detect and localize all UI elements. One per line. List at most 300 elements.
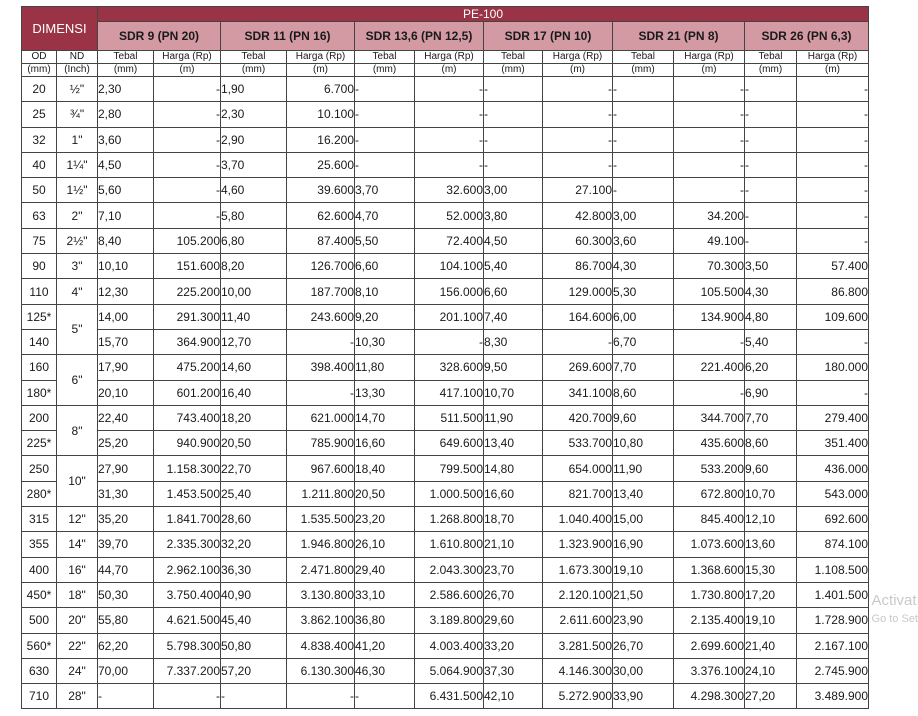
- tebal-cell: -: [613, 127, 674, 152]
- nd-cell: 1": [57, 127, 98, 152]
- tebal-cell: 26,10: [355, 532, 415, 557]
- harga-cell: 7.337.200: [154, 658, 221, 683]
- harga-cell: -: [674, 329, 745, 354]
- nd-cell: 20": [57, 608, 98, 633]
- tebal-cell: 14,00: [98, 304, 154, 329]
- tebal-unit: (mm): [484, 64, 543, 77]
- tebal-cell: -: [355, 127, 415, 152]
- harga-cell: 105.200: [154, 228, 221, 253]
- table-row: [22, 304, 869, 329]
- harga-cell: 109.600: [797, 304, 869, 329]
- tebal-cell: 3,80: [484, 203, 543, 228]
- harga-cell: 2.167.100: [797, 633, 869, 658]
- tebal-cell: 8,40: [98, 228, 154, 253]
- tebal-cell: 15,00: [613, 507, 674, 532]
- tebal-cell: 8,30: [484, 329, 543, 354]
- harga-cell: 672.800: [674, 481, 745, 506]
- harga-cell: 1.946.800: [287, 532, 355, 557]
- table-row: [22, 380, 869, 405]
- tebal-cell: -: [484, 127, 543, 152]
- nd-unit: (Inch): [57, 64, 98, 77]
- harga-cell: 4.298.300: [674, 684, 745, 709]
- tebal-cell: 1,90: [221, 77, 287, 102]
- tebal-cell: 35,20: [98, 507, 154, 532]
- harga-cell: 1.453.500: [154, 481, 221, 506]
- harga-cell: -: [543, 127, 613, 152]
- tebal-cell: 20,10: [98, 380, 154, 405]
- tebal-cell: 15,30: [745, 557, 797, 582]
- tebal-cell: 16,40: [221, 380, 287, 405]
- tebal-cell: 3,60: [98, 127, 154, 152]
- harga-cell: 1.268.800: [415, 507, 484, 532]
- od-cell: 20: [22, 77, 57, 102]
- tebal-cell: -: [745, 77, 797, 102]
- harga-cell: 86.700: [543, 254, 613, 279]
- harga-cell: -: [797, 127, 869, 152]
- harga-cell: 1.323.900: [543, 532, 613, 557]
- table-row: [22, 178, 869, 203]
- tebal-cell: 25,40: [221, 481, 287, 506]
- tebal-cell: 17,20: [745, 582, 797, 607]
- harga-cell: -: [543, 77, 613, 102]
- harga-cell: 2.962.100: [154, 557, 221, 582]
- harga-cell: 10.100: [287, 102, 355, 127]
- harga-cell: 5.798.300: [154, 633, 221, 658]
- harga-cell: 845.400: [674, 507, 745, 532]
- harga-cell: 511.500: [415, 405, 484, 430]
- od-cell: 25: [22, 102, 57, 127]
- harga-cell: 42.800: [543, 203, 613, 228]
- tebal-cell: 23,20: [355, 507, 415, 532]
- tebal-cell: -: [745, 228, 797, 253]
- tebal-cell: -: [221, 684, 287, 709]
- tebal-cell: 13,30: [355, 380, 415, 405]
- tebal-cell: 37,30: [484, 658, 543, 683]
- harga-cell: 2.699.600: [674, 633, 745, 658]
- harga-cell: 533.700: [543, 431, 613, 456]
- tebal-cell: 24,10: [745, 658, 797, 683]
- harga-cell: 3.750.400: [154, 582, 221, 607]
- table-row: [22, 127, 869, 152]
- harga-cell: 164.600: [543, 304, 613, 329]
- tebal-cell: 2,90: [221, 127, 287, 152]
- nd-cell: 2": [57, 203, 98, 228]
- table-row: [22, 456, 869, 481]
- harga-cell: 16.200: [287, 127, 355, 152]
- tebal-cell: 50,30: [98, 582, 154, 607]
- tebal-cell: 5,50: [355, 228, 415, 253]
- harga-cell: 1.610.800: [415, 532, 484, 557]
- tebal-cell: 4,80: [745, 304, 797, 329]
- harga-cell: -: [674, 152, 745, 177]
- dimensi-header: DIMENSI: [22, 7, 98, 51]
- harga-cell: 34.200: [674, 203, 745, 228]
- harga-cell: 5.064.900: [415, 658, 484, 683]
- harga-cell: 201.100: [415, 304, 484, 329]
- harga-cell: -: [415, 102, 484, 127]
- od-cell: 40: [22, 152, 57, 177]
- nd-cell: 24": [57, 658, 98, 683]
- tebal-cell: 19,10: [613, 557, 674, 582]
- tebal-cell: -: [484, 152, 543, 177]
- tebal-cell: 4,30: [745, 279, 797, 304]
- tebal-cell: 4,50: [98, 152, 154, 177]
- harga-cell: 2.611.600: [543, 608, 613, 633]
- od-cell: 200: [22, 405, 57, 430]
- harga-cell: 344.700: [674, 405, 745, 430]
- table-row: [22, 279, 869, 304]
- harga-header: Harga (Rp): [543, 51, 613, 64]
- od-cell: 32: [22, 127, 57, 152]
- harga-cell: 533.200: [674, 456, 745, 481]
- harga-cell: 6.130.300: [287, 658, 355, 683]
- harga-cell: 2.135.400: [674, 608, 745, 633]
- harga-cell: 4.003.400: [415, 633, 484, 658]
- harga-cell: -: [543, 152, 613, 177]
- harga-cell: -: [797, 152, 869, 177]
- os-activation-watermark: [872, 592, 918, 628]
- tebal-cell: 18,20: [221, 405, 287, 430]
- od-cell: 400: [22, 557, 57, 582]
- nd-cell: 28": [57, 684, 98, 709]
- tebal-cell: 10,80: [613, 431, 674, 456]
- harga-cell: 87.400: [287, 228, 355, 253]
- table-row: [22, 102, 869, 127]
- tebal-cell: -: [355, 152, 415, 177]
- harga-header: Harga (Rp): [797, 51, 869, 64]
- harga-unit: (m): [543, 64, 613, 77]
- tebal-cell: -: [484, 102, 543, 127]
- tebal-cell: -: [613, 152, 674, 177]
- harga-cell: 4.146.300: [543, 658, 613, 683]
- harga-cell: 692.600: [797, 507, 869, 532]
- harga-cell: -: [797, 77, 869, 102]
- harga-cell: 6.431.500: [415, 684, 484, 709]
- nd-cell: 8": [57, 405, 98, 456]
- tebal-cell: 6,80: [221, 228, 287, 253]
- tebal-cell: 20,50: [355, 481, 415, 506]
- tebal-cell: 27,90: [98, 456, 154, 481]
- tebal-cell: 6,00: [613, 304, 674, 329]
- tebal-cell: 6,20: [745, 355, 797, 380]
- tebal-cell: -: [745, 127, 797, 152]
- price-table: [21, 6, 869, 709]
- harga-cell: 5.272.900: [543, 684, 613, 709]
- harga-cell: 187.700: [287, 279, 355, 304]
- tebal-cell: 27,20: [745, 684, 797, 709]
- tebal-cell: 9,20: [355, 304, 415, 329]
- tebal-cell: 11,90: [613, 456, 674, 481]
- tebal-cell: 8,60: [613, 380, 674, 405]
- tebal-unit: (mm): [745, 64, 797, 77]
- od-cell: 560*: [22, 633, 57, 658]
- od-cell: 125*: [22, 304, 57, 329]
- tebal-cell: 2,30: [98, 77, 154, 102]
- tebal-cell: 19,10: [745, 608, 797, 633]
- sdr-group-header: SDR 9 (PN 20): [98, 22, 221, 51]
- harga-cell: 654.000: [543, 456, 613, 481]
- tebal-cell: -: [98, 684, 154, 709]
- harga-cell: 874.100: [797, 532, 869, 557]
- tebal-cell: 17,90: [98, 355, 154, 380]
- harga-unit: (m): [674, 64, 745, 77]
- table-row: [22, 582, 869, 607]
- harga-cell: 25.600: [287, 152, 355, 177]
- harga-cell: 57.400: [797, 254, 869, 279]
- nd-cell: 4": [57, 279, 98, 304]
- tebal-cell: -: [355, 102, 415, 127]
- harga-cell: 1.841.700: [154, 507, 221, 532]
- tebal-cell: 10,30: [355, 329, 415, 354]
- tebal-cell: 12,10: [745, 507, 797, 532]
- harga-cell: 420.700: [543, 405, 613, 430]
- tebal-cell: 33,20: [484, 633, 543, 658]
- tebal-cell: 10,70: [484, 380, 543, 405]
- harga-cell: -: [287, 380, 355, 405]
- harga-cell: 70.300: [674, 254, 745, 279]
- nd-header: ND: [57, 51, 98, 64]
- tebal-cell: 14,60: [221, 355, 287, 380]
- tebal-cell: 11,40: [221, 304, 287, 329]
- tebal-cell: 16,60: [355, 431, 415, 456]
- tebal-cell: 7,70: [745, 405, 797, 430]
- tebal-cell: 12,70: [221, 329, 287, 354]
- harga-cell: -: [154, 684, 221, 709]
- harga-cell: -: [797, 178, 869, 203]
- harga-cell: 417.100: [415, 380, 484, 405]
- tebal-cell: 14,80: [484, 456, 543, 481]
- tebal-cell: 3,70: [355, 178, 415, 203]
- tebal-cell: 11,90: [484, 405, 543, 430]
- nd-cell: 6": [57, 355, 98, 406]
- harga-cell: 1.401.500: [797, 582, 869, 607]
- harga-cell: 49.100: [674, 228, 745, 253]
- tebal-cell: 7,40: [484, 304, 543, 329]
- harga-cell: 86.800: [797, 279, 869, 304]
- harga-cell: -: [415, 127, 484, 152]
- tebal-cell: 4,70: [355, 203, 415, 228]
- tebal-cell: 5,30: [613, 279, 674, 304]
- tebal-cell: 21,50: [613, 582, 674, 607]
- tebal-cell: 12,30: [98, 279, 154, 304]
- nd-cell: 5": [57, 304, 98, 355]
- harga-cell: -: [154, 77, 221, 102]
- sdr-group-header: SDR 21 (PN 8): [613, 22, 745, 51]
- tebal-cell: 15,70: [98, 329, 154, 354]
- harga-cell: 435.600: [674, 431, 745, 456]
- harga-cell: 475.200: [154, 355, 221, 380]
- nd-cell: 1¼": [57, 152, 98, 177]
- sdr-group-header: SDR 11 (PN 16): [221, 22, 355, 51]
- harga-cell: 52.000: [415, 203, 484, 228]
- harga-cell: 27.100: [543, 178, 613, 203]
- tebal-cell: 33,10: [355, 582, 415, 607]
- tebal-cell: 5,60: [98, 178, 154, 203]
- tebal-cell: 6,70: [613, 329, 674, 354]
- harga-unit: (m): [154, 64, 221, 77]
- tebal-cell: 16,90: [613, 532, 674, 557]
- table-row: [22, 481, 869, 506]
- tebal-header: Tebal: [484, 51, 543, 64]
- tebal-cell: -: [745, 203, 797, 228]
- tebal-cell: 3,50: [745, 254, 797, 279]
- table-row: [22, 405, 869, 430]
- watermark-line2: Go to Set: [871, 613, 918, 625]
- harga-cell: 2.335.300: [154, 532, 221, 557]
- od-cell: 75: [22, 228, 57, 253]
- table-row: [22, 254, 869, 279]
- harga-cell: 3.376.100: [674, 658, 745, 683]
- harga-cell: -: [674, 380, 745, 405]
- harga-cell: -: [797, 203, 869, 228]
- tebal-cell: 4,50: [484, 228, 543, 253]
- od-cell: 710: [22, 684, 57, 709]
- tebal-unit: (mm): [221, 64, 287, 77]
- harga-cell: 649.600: [415, 431, 484, 456]
- tebal-cell: 70,00: [98, 658, 154, 683]
- tebal-cell: 2,80: [98, 102, 154, 127]
- sdr-group-header: SDR 17 (PN 10): [484, 22, 613, 51]
- harga-cell: 2.586.600: [415, 582, 484, 607]
- tebal-cell: 9,60: [613, 405, 674, 430]
- nd-cell: ½": [57, 77, 98, 102]
- od-cell: 355: [22, 532, 57, 557]
- tebal-cell: 3,00: [613, 203, 674, 228]
- od-cell: 280*: [22, 481, 57, 506]
- tebal-cell: 22,70: [221, 456, 287, 481]
- table-row: [22, 684, 869, 709]
- tebal-cell: 9,60: [745, 456, 797, 481]
- harga-cell: 1.211.800: [287, 481, 355, 506]
- harga-cell: 156.000: [415, 279, 484, 304]
- tebal-cell: 8,20: [221, 254, 287, 279]
- harga-cell: -: [674, 102, 745, 127]
- tebal-cell: 40,90: [221, 582, 287, 607]
- harga-cell: 621.000: [287, 405, 355, 430]
- tebal-cell: 23,70: [484, 557, 543, 582]
- tebal-cell: -: [355, 684, 415, 709]
- tebal-cell: 6,60: [484, 279, 543, 304]
- harga-cell: -: [674, 77, 745, 102]
- table-row: [22, 431, 869, 456]
- harga-cell: 291.300: [154, 304, 221, 329]
- harga-cell: 743.400: [154, 405, 221, 430]
- harga-cell: -: [154, 178, 221, 203]
- tebal-cell: 39,70: [98, 532, 154, 557]
- harga-unit: (m): [797, 64, 869, 77]
- tebal-cell: 5,40: [484, 254, 543, 279]
- harga-cell: 1.108.500: [797, 557, 869, 582]
- tebal-cell: 28,60: [221, 507, 287, 532]
- tebal-cell: 30,00: [613, 658, 674, 683]
- harga-cell: -: [797, 380, 869, 405]
- harga-cell: 39.600: [287, 178, 355, 203]
- harga-cell: 129.000: [543, 279, 613, 304]
- tebal-header: Tebal: [98, 51, 154, 64]
- harga-cell: 4.621.500: [154, 608, 221, 633]
- tebal-cell: -: [355, 77, 415, 102]
- nd-cell: 18": [57, 582, 98, 607]
- harga-cell: 821.700: [543, 481, 613, 506]
- od-cell: 500: [22, 608, 57, 633]
- tebal-cell: 22,40: [98, 405, 154, 430]
- tebal-cell: 44,70: [98, 557, 154, 582]
- tebal-unit: (mm): [613, 64, 674, 77]
- harga-cell: 2.043.300: [415, 557, 484, 582]
- table-row: [22, 532, 869, 557]
- tebal-cell: 62,20: [98, 633, 154, 658]
- sdr-group-header: SDR 13,6 (PN 12,5): [355, 22, 484, 51]
- tebal-cell: -: [613, 178, 674, 203]
- harga-cell: 151.600: [154, 254, 221, 279]
- tebal-cell: 36,80: [355, 608, 415, 633]
- harga-cell: 72.400: [415, 228, 484, 253]
- sdr-group-header: SDR 26 (PN 6,3): [745, 22, 869, 51]
- od-cell: 630: [22, 658, 57, 683]
- tebal-cell: 10,70: [745, 481, 797, 506]
- harga-cell: 543.000: [797, 481, 869, 506]
- tebal-cell: 21,10: [484, 532, 543, 557]
- harga-cell: -: [543, 102, 613, 127]
- harga-cell: 785.900: [287, 431, 355, 456]
- table-row: [22, 355, 869, 380]
- harga-cell: -: [287, 329, 355, 354]
- nd-cell: 1½": [57, 178, 98, 203]
- tebal-cell: 46,30: [355, 658, 415, 683]
- harga-cell: 436.000: [797, 456, 869, 481]
- tebal-cell: 31,30: [98, 481, 154, 506]
- tebal-cell: 41,20: [355, 633, 415, 658]
- harga-cell: 328.600: [415, 355, 484, 380]
- tebal-cell: 7,10: [98, 203, 154, 228]
- tebal-cell: 55,80: [98, 608, 154, 633]
- tebal-cell: -: [613, 77, 674, 102]
- tebal-cell: 3,60: [613, 228, 674, 253]
- tebal-cell: 42,10: [484, 684, 543, 709]
- tebal-cell: 29,40: [355, 557, 415, 582]
- harga-cell: 4.838.400: [287, 633, 355, 658]
- harga-cell: 1.073.600: [674, 532, 745, 557]
- table-row: [22, 557, 869, 582]
- table-row: [22, 77, 869, 102]
- table-row: [22, 329, 869, 354]
- harga-cell: -: [797, 329, 869, 354]
- tebal-cell: 3,70: [221, 152, 287, 177]
- tebal-cell: 21,40: [745, 633, 797, 658]
- harga-cell: -: [154, 102, 221, 127]
- od-cell: 250: [22, 456, 57, 481]
- tebal-cell: 5,80: [221, 203, 287, 228]
- harga-cell: 221.400: [674, 355, 745, 380]
- harga-cell: -: [415, 77, 484, 102]
- tebal-cell: 14,70: [355, 405, 415, 430]
- tebal-cell: 10,10: [98, 254, 154, 279]
- harga-cell: -: [797, 102, 869, 127]
- harga-cell: 398.400: [287, 355, 355, 380]
- table-row: [22, 633, 869, 658]
- tebal-cell: 20,50: [221, 431, 287, 456]
- nd-cell: ¾": [57, 102, 98, 127]
- nd-cell: 14": [57, 532, 98, 557]
- harga-cell: -: [543, 329, 613, 354]
- tebal-header: Tebal: [745, 51, 797, 64]
- harga-cell: 225.200: [154, 279, 221, 304]
- tebal-header: Tebal: [221, 51, 287, 64]
- harga-cell: 105.500: [674, 279, 745, 304]
- harga-header: Harga (Rp): [154, 51, 221, 64]
- harga-unit: (m): [287, 64, 355, 77]
- harga-cell: 3.281.500: [543, 633, 613, 658]
